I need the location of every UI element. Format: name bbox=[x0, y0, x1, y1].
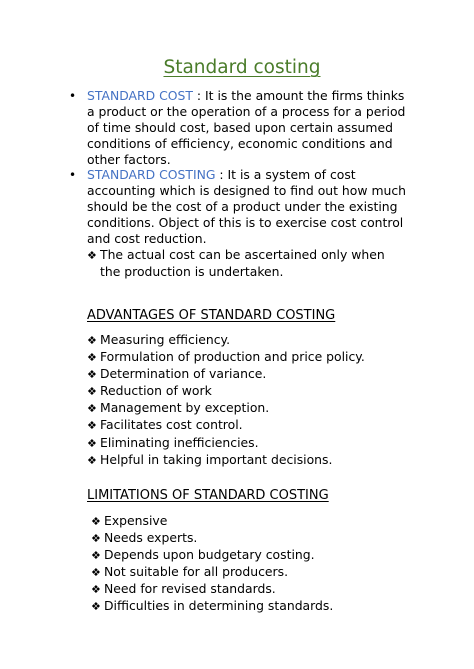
diamond-bullet-icon: ❖ bbox=[87, 249, 97, 262]
diamond-bullet-icon: ❖ bbox=[87, 436, 97, 450]
diamond-bullet-icon: ❖ bbox=[91, 566, 101, 580]
diamond-bullet-icon: ❖ bbox=[87, 402, 97, 416]
list-item: ❖ Management by exception. bbox=[87, 400, 365, 417]
diamond-bullet-icon: ❖ bbox=[91, 549, 101, 563]
list-item: ❖ Facilitates cost control. bbox=[87, 417, 365, 434]
definition-line: should be the cost of a product under the existing bbox=[87, 199, 398, 215]
definition-line: of time should cost, based upon certain assumed bbox=[87, 120, 393, 136]
definition-line: other factors. bbox=[87, 152, 171, 168]
diamond-bullet-icon: ❖ bbox=[91, 515, 101, 528]
advantages-heading: ADVANTAGES OF STANDARD COSTING bbox=[87, 308, 336, 323]
definition-term: STANDARD COST bbox=[87, 88, 193, 103]
diamond-bullet-icon: ❖ bbox=[91, 600, 101, 614]
definition-standard-costing bbox=[69, 167, 427, 247]
list-item: ❖ Difficulties in determining standards. bbox=[91, 598, 333, 615]
list-item: ❖ Needs experts. bbox=[91, 530, 333, 547]
note-line: ❖ The actual cost can be ascertained only when bbox=[87, 247, 427, 264]
diamond-bullet-icon: ❖ bbox=[87, 368, 97, 382]
list-item: ❖ Formulation of production and price policy. bbox=[87, 349, 365, 366]
definition-text: : It is a system of cost bbox=[215, 167, 356, 182]
list-item: ❖ Not suitable for all producers. bbox=[91, 564, 333, 581]
list-item: ❖ Need for revised standards. bbox=[91, 581, 333, 598]
note-line: the production is undertaken. bbox=[100, 264, 284, 280]
diamond-bullet-icon: ❖ bbox=[87, 419, 97, 433]
list-item: ❖ Measuring efficiency. bbox=[87, 332, 365, 349]
list-item: ❖ Helpful in taking important decisions. bbox=[87, 452, 365, 469]
list-item: ❖ Expensive bbox=[91, 513, 333, 530]
diamond-bullet-icon: ❖ bbox=[87, 334, 97, 347]
definition-line: accounting which is designed to find out how much bbox=[87, 183, 407, 199]
definition-term: STANDARD COSTING bbox=[87, 167, 216, 182]
note-block bbox=[87, 247, 427, 280]
definition-line: conditions of efficiency, economic conditions and bbox=[87, 136, 393, 152]
diamond-bullet-icon: ❖ bbox=[91, 532, 101, 546]
list-item: ❖ Reduction of work bbox=[87, 383, 365, 400]
bullet-dot: • bbox=[69, 168, 77, 182]
advantages-list bbox=[87, 332, 365, 469]
diamond-bullet-icon: ❖ bbox=[87, 453, 97, 467]
list-item: ❖ Eliminating inefficiencies. bbox=[87, 435, 365, 452]
list-item: ❖ Depends upon budgetary costing. bbox=[91, 547, 333, 564]
definition-line: a product or the operation of a process for a period bbox=[87, 104, 406, 120]
definition-line: conditions. Object of this is to exercise cost control bbox=[87, 215, 404, 231]
diamond-bullet-icon: ❖ bbox=[87, 351, 97, 365]
definition-line bbox=[87, 88, 427, 104]
definition-text: : It is the amount the firms thinks bbox=[192, 88, 405, 103]
definition-line bbox=[87, 167, 427, 183]
definition-standard-cost bbox=[69, 88, 427, 168]
page-title: Standard costing bbox=[163, 57, 321, 78]
bullet-dot: • bbox=[69, 89, 77, 103]
list-item: ❖ Determination of variance. bbox=[87, 366, 365, 383]
diamond-bullet-icon: ❖ bbox=[91, 583, 101, 597]
limitations-heading: LIMITATIONS OF STANDARD COSTING bbox=[87, 488, 329, 503]
diamond-bullet-icon: ❖ bbox=[87, 385, 97, 399]
definition-line: and cost reduction. bbox=[87, 231, 207, 247]
limitations-list bbox=[91, 513, 333, 616]
